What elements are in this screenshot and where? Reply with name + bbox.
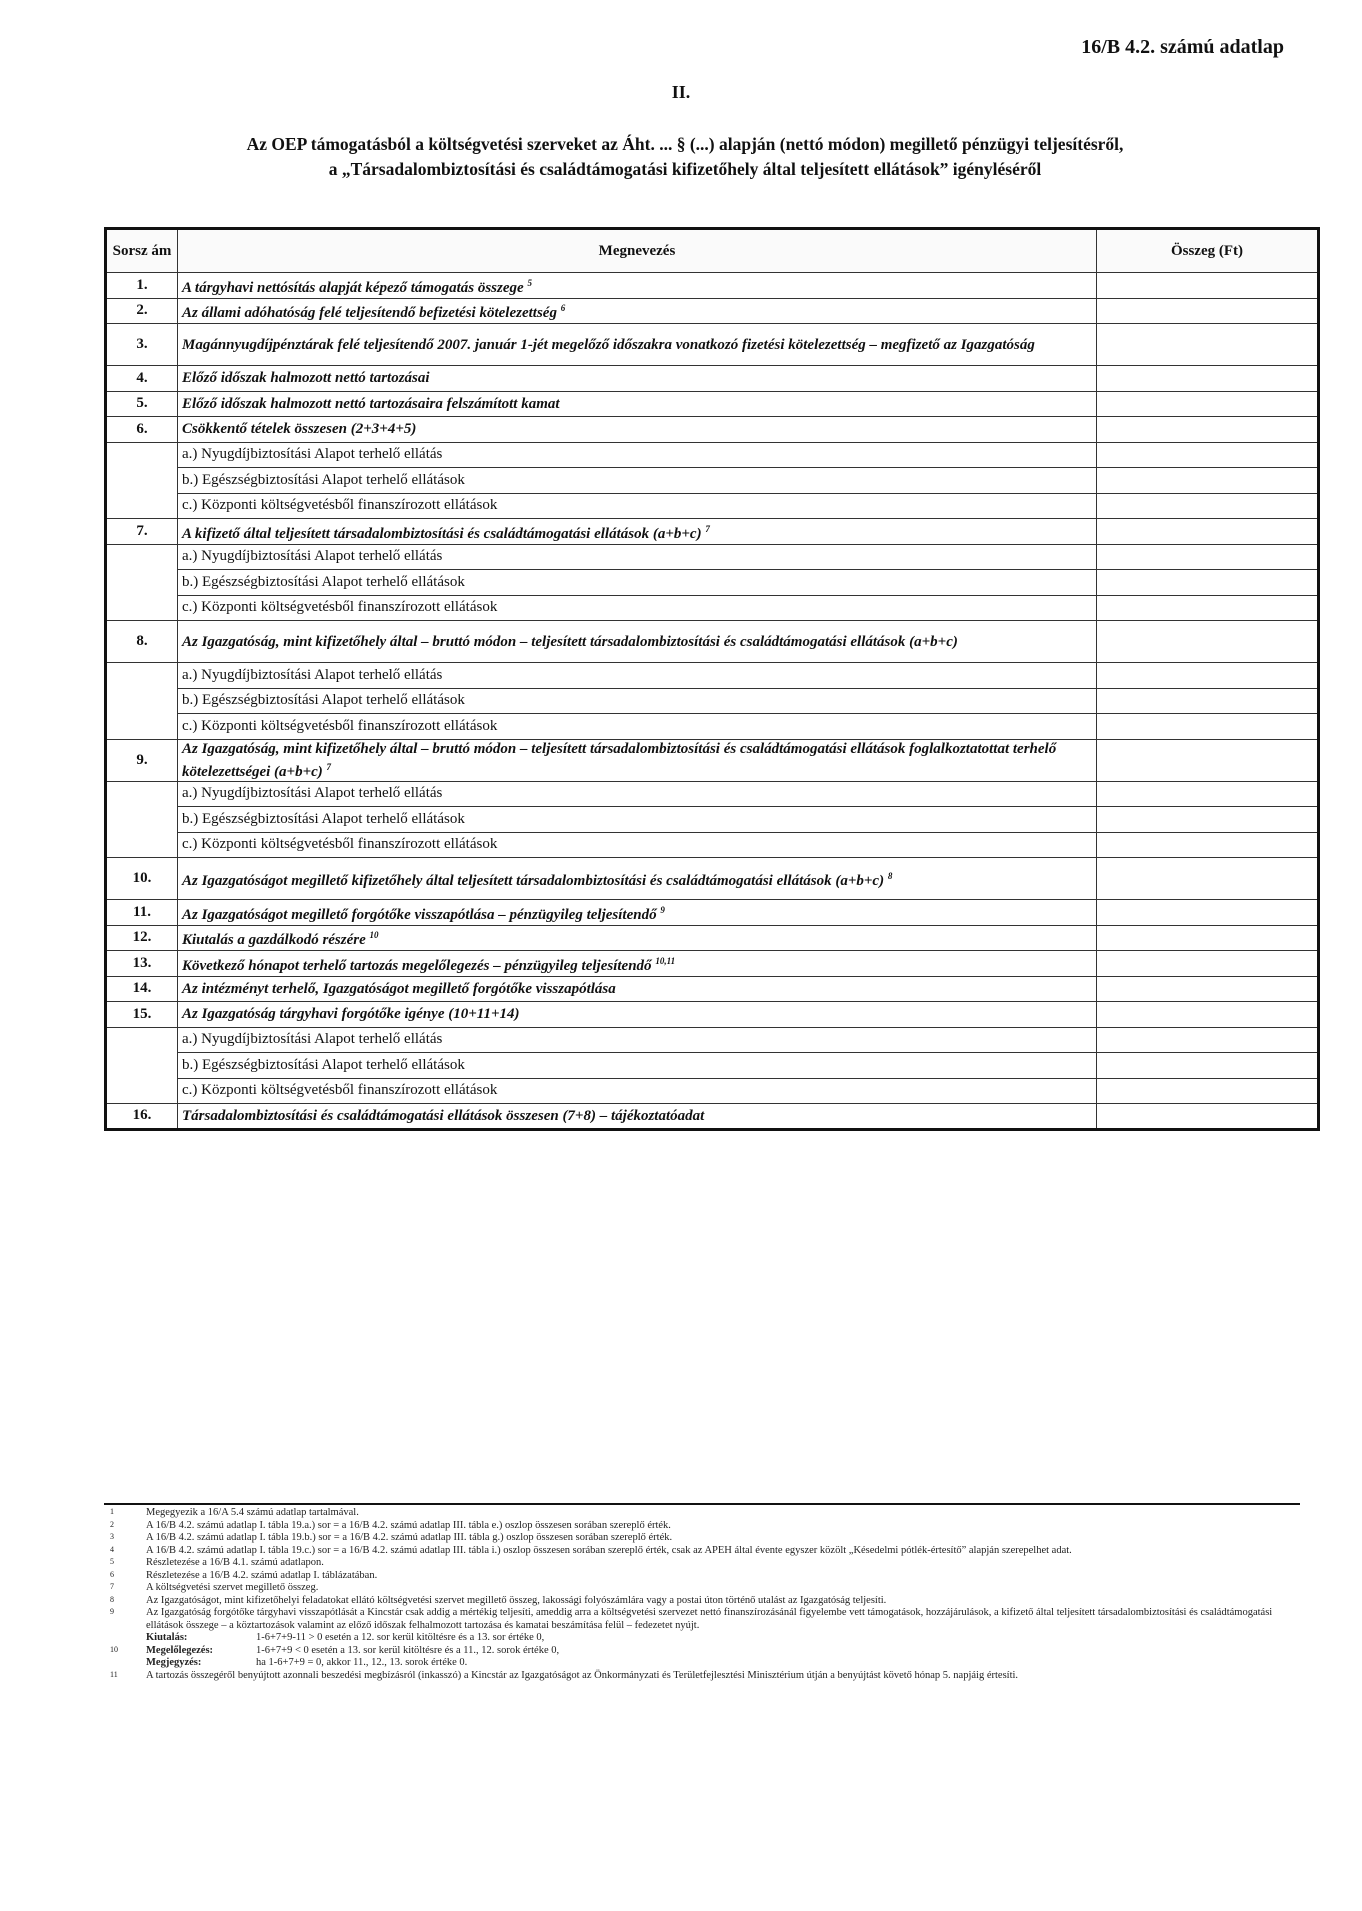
subrow-label-c: c.) Központi költségvetésből finanszírozott ellátások <box>178 832 1097 858</box>
subrow-label-a: a.) Nyugdíjbiztosítási Alapot terhelő ellátás <box>178 781 1097 807</box>
row-number: 1. <box>106 273 178 299</box>
footnote-mark: 9 <box>110 1607 114 1616</box>
table-row <box>106 391 1319 417</box>
row-label <box>178 951 1097 977</box>
row-number: 11. <box>106 900 178 926</box>
table-row <box>106 273 1319 299</box>
rule-text: A tartozás összegéről benyújtott azonnali beszedési megbízásról (inkasszó) a Kincstár az Igazgatóságot az Önkormányzati és Területfejlesztési Minisztérium útján a benyújtást követő hónap 5. napjáig értesíti. <box>146 1669 1019 1681</box>
row-number: 5. <box>106 391 178 417</box>
amount-cell[interactable] <box>1097 621 1319 663</box>
amount-cell[interactable] <box>1097 858 1319 900</box>
table-row <box>106 951 1319 977</box>
footnote-mark: 10 <box>110 1644 118 1654</box>
amount-cell[interactable] <box>1097 1002 1319 1028</box>
data-table <box>104 227 1320 1131</box>
amount-cell[interactable] <box>1097 273 1319 299</box>
row-label <box>178 621 1097 663</box>
row-label <box>178 273 1097 299</box>
row-number: 15. <box>106 1002 178 1028</box>
footnote-rule <box>104 1657 1300 1670</box>
row-label <box>178 417 1097 443</box>
row-label-text: Az Igazgatóság, mint kifizetőhely által – bruttó módon – teljesített társadalombiztosítási és családtámogatási ellátások foglalkoztatottat terhelő kötelezettségei (a+b+c) <box>182 740 1057 780</box>
table-row <box>106 417 1319 443</box>
row-number: 10. <box>106 858 178 900</box>
rule-key: Megjegyzés: <box>146 1657 202 1668</box>
subrow-label-a: a.) Nyugdíjbiztosítási Alapot terhelő ellátás <box>178 544 1097 570</box>
row-number: 9. <box>106 739 178 781</box>
footnote-ref: 6 <box>560 303 566 314</box>
row-number-blank <box>106 781 178 858</box>
table-row <box>106 925 1319 951</box>
footnote-ref: 8 <box>887 871 893 881</box>
table-body <box>106 273 1319 1130</box>
row-label-text: Előző időszak halmozott nettó tartozásaira felszámított kamat <box>182 395 560 412</box>
rule-key: Megelőlegezés: <box>146 1644 214 1656</box>
footnote-rule <box>104 1632 1300 1645</box>
footnote <box>104 1570 1300 1583</box>
row-label <box>178 976 1097 1002</box>
row-label-text: Az Igazgatóságot megillető kifizetőhely által teljesített társadalombiztosítási és családtámogatási ellátások (a+b+c) <box>182 873 885 889</box>
footnote-divider <box>104 1503 1300 1505</box>
footnote-ref: 7 <box>326 761 332 772</box>
table-subrow <box>106 1053 1319 1079</box>
row-label-text: Az intézményt terhelő, Igazgatóságot megillető forgótőke visszapótlása <box>182 980 616 997</box>
table-subrow <box>106 832 1319 858</box>
table-row <box>106 298 1319 324</box>
amount-cell[interactable] <box>1097 493 1319 519</box>
row-label-text: Magánnyugdíjpénztárak felé teljesítendő 2007. január 1-jét megelőző időszakra vonatkozó fizetési kötelezettség – megfizető az Igazgatóság <box>182 336 1035 353</box>
table-subrow <box>106 1078 1319 1104</box>
amount-cell[interactable] <box>1097 1104 1319 1130</box>
footnote <box>104 1607 1300 1632</box>
subrow-label-c: c.) Központi költségvetésből finanszírozott ellátások <box>178 493 1097 519</box>
row-label-text: Az Igazgatóság tárgyhavi forgótőke igénye (10+11+14) <box>182 1006 520 1023</box>
footnote-mark: 6 <box>110 1569 114 1579</box>
subrow-label-b: b.) Egészségbiztosítási Alapot terhelő ellátások <box>178 468 1097 494</box>
subrow-label-c: c.) Központi költségvetésből finanszírozott ellátások <box>178 714 1097 740</box>
table-row <box>106 366 1319 392</box>
footnote-text: Az Igazgatóság forgótőke tárgyhavi visszapótlását a Kincstár csak addig a mértékig teljesíti, ameddig arra a költségvetési szervezet nettó finanszírozásánál figyelembe vett támogatások, hozzájárulások, a kifizető által teljesített társadalombiztosítási és családtámogatási ellátások összege – a köztartozások valamint az előző időszak felhalmozott tartozása és kamatai beszámítása felül – fedezetet nyújt. <box>146 1607 1273 1631</box>
footnote-list <box>104 1507 1300 1682</box>
table-subrow <box>106 493 1319 519</box>
row-label-text: Csökkentő tételek összesen (2+3+4+5) <box>182 421 417 438</box>
footnote-text: Az Igazgatóságot, mint kifizetőhelyi feladatokat ellátó költségvetési szervet megillető összeg, lakossági folyószámlára vagy a postai úton történő utalást az Igazgatóság teljesíti. <box>146 1594 887 1606</box>
row-number: 7. <box>106 519 178 545</box>
row-label-text: Kiutalás a gazdálkodó részére <box>182 932 366 949</box>
footnote-text: A költségvetési szervet megillető összeg. <box>146 1582 319 1593</box>
section-number: II. <box>671 82 691 102</box>
footnote-text: Részletezése a 16/B 4.1. számú adatlapon. <box>146 1557 324 1568</box>
footnote-text: Részletezése a 16/B 4.2. számú adatlap I. táblázatában. <box>146 1569 378 1581</box>
row-number-blank <box>106 1027 178 1104</box>
table-row <box>106 900 1319 926</box>
footnote <box>104 1520 1300 1533</box>
amount-cell[interactable] <box>1097 324 1319 366</box>
row-number: 13. <box>106 951 178 977</box>
footnote <box>104 1595 1300 1608</box>
amount-cell[interactable] <box>1097 714 1319 740</box>
footnote <box>104 1532 1300 1545</box>
form-id: 16/B 4.2. számú adatlap <box>1081 36 1284 58</box>
table-subrow <box>106 781 1319 807</box>
footnote <box>104 1582 1300 1595</box>
row-label-text: A kifizető által teljesített társadalombiztosítási és családtámogatási ellátások (a+b+c) <box>182 525 702 542</box>
subrow-label-a: a.) Nyugdíjbiztosítási Alapot terhelő ellátás <box>178 442 1097 468</box>
amount-cell[interactable] <box>1097 417 1319 443</box>
row-number: 12. <box>106 925 178 951</box>
table-subrow <box>106 807 1319 833</box>
amount-cell[interactable] <box>1097 781 1319 807</box>
table-row <box>106 858 1319 900</box>
table-row <box>106 1104 1319 1130</box>
row-number: 8. <box>106 621 178 663</box>
row-number: 16. <box>106 1104 178 1130</box>
row-number-blank <box>106 663 178 740</box>
amount-cell[interactable] <box>1097 739 1319 781</box>
rule-text: 1-6+7+9-11 > 0 esetén a 12. sor kerül kitöltésre és a 13. sor értéke 0, <box>256 1632 545 1643</box>
table-row <box>106 976 1319 1002</box>
row-label-text: Az Igazgatóságot megillető forgótőke visszapótlása – pénzügyileg teljesítendő <box>182 906 657 923</box>
table-subrow <box>106 570 1319 596</box>
amount-cell[interactable] <box>1097 366 1319 392</box>
row-label <box>178 925 1097 951</box>
footnote-mark: 8 <box>110 1594 114 1604</box>
amount-cell[interactable] <box>1097 595 1319 621</box>
amount-cell[interactable] <box>1097 951 1319 977</box>
header-name: Megnevezés <box>178 229 1097 273</box>
table-subrow <box>106 688 1319 714</box>
footnote-mark: 4 <box>110 1544 114 1554</box>
row-label <box>178 858 1097 900</box>
title-line-1: Az OEP támogatásból a költségvetési szerveket az Áht. ... § (...) alapján (nettó módon) megillető pénzügyi teljesítésről, <box>246 134 1124 154</box>
footnote-text: A 16/B 4.2. számú adatlap I. tábla 19.a.) sor = a 16/B 4.2. számú adatlap III. tábla e.) oszlop összesen sorában szereplő érték. <box>146 1519 671 1531</box>
row-label <box>178 298 1097 324</box>
row-number: 6. <box>106 417 178 443</box>
subrow-label-c: c.) Központi költségvetésből finanszírozott ellátások <box>178 595 1097 621</box>
table-subrow <box>106 442 1319 468</box>
footnote-mark: 3 <box>110 1532 114 1541</box>
footnote-text: A 16/B 4.2. számú adatlap I. tábla 19.b.) sor = a 16/B 4.2. számú adatlap III. tábla g.) oszlop összesen sorában szereplő érték. <box>146 1532 673 1543</box>
footnote-ref: 10 <box>369 930 379 941</box>
row-number: 3. <box>106 324 178 366</box>
subrow-label-b: b.) Egészségbiztosítási Alapot terhelő ellátások <box>178 570 1097 596</box>
amount-cell[interactable] <box>1097 900 1319 926</box>
row-label-text: Előző időszak halmozott nettó tartozásai <box>182 370 430 387</box>
subrow-label-b: b.) Egészségbiztosítási Alapot terhelő ellátások <box>178 807 1097 833</box>
footnote-text: A 16/B 4.2. számú adatlap I. tábla 19.c.) sor = a 16/B 4.2. számú adatlap III. tábla i.) oszlop összesen sorában szereplő érték, csak az APEH által évente egyszer közölt „Késedelmi pótlék-értesítő” alapján szerepelhet adat. <box>146 1544 1072 1556</box>
amount-cell[interactable] <box>1097 298 1319 324</box>
amount-cell[interactable] <box>1097 468 1319 494</box>
row-number: 14. <box>106 976 178 1002</box>
amount-cell[interactable] <box>1097 1053 1319 1079</box>
footnote-mark: 5 <box>110 1557 114 1566</box>
rule-text: ha 1-6+7+9 = 0, akkor 11., 12., 13. sorok értéke 0. <box>256 1657 468 1668</box>
header-serial: Sorsz ám <box>106 229 178 273</box>
footnotes <box>104 1503 1300 1682</box>
amount-cell[interactable] <box>1097 1078 1319 1104</box>
document-title <box>120 132 1250 182</box>
amount-cell[interactable] <box>1097 688 1319 714</box>
row-number-blank <box>106 442 178 519</box>
amount-cell[interactable] <box>1097 1027 1319 1053</box>
table-row <box>106 621 1319 663</box>
row-label-text: Társadalombiztosítási és családtámogatási ellátások összesen (7+8) – tájékoztatóadat <box>182 1107 705 1124</box>
row-label-text: A tárgyhavi nettósítás alapját képező támogatás összege <box>182 279 524 296</box>
footnote <box>104 1557 1300 1570</box>
amount-cell[interactable] <box>1097 832 1319 858</box>
row-label <box>178 900 1097 926</box>
footnote <box>104 1507 1300 1520</box>
row-number: 4. <box>106 366 178 392</box>
table-row <box>106 739 1319 781</box>
row-number-blank <box>106 544 178 621</box>
footnote-rule <box>104 1670 1300 1683</box>
amount-cell[interactable] <box>1097 976 1319 1002</box>
row-label-text: Következő hónapot terhelő tartozás megelőlegezés – pénzügyileg teljesítendő <box>182 957 652 974</box>
table-subrow <box>106 714 1319 740</box>
row-label <box>178 519 1097 545</box>
table-row <box>106 519 1319 545</box>
row-label <box>178 366 1097 392</box>
row-label <box>178 1002 1097 1028</box>
footnote-mark: 7 <box>110 1582 114 1591</box>
amount-cell[interactable] <box>1097 544 1319 570</box>
subrow-label-a: a.) Nyugdíjbiztosítási Alapot terhelő ellátás <box>178 1027 1097 1053</box>
amount-cell[interactable] <box>1097 442 1319 468</box>
amount-cell[interactable] <box>1097 570 1319 596</box>
table-row <box>106 324 1319 366</box>
title-line-2: a „Társadalombiztosítási és családtámogatási kifizetőhely által teljesített ellátások” igényléséről <box>328 159 1042 179</box>
header-amount: Összeg (Ft) <box>1097 229 1319 273</box>
footnote-ref: 5 <box>527 277 532 288</box>
subrow-label-c: c.) Központi költségvetésből finanszírozott ellátások <box>178 1078 1097 1104</box>
row-label <box>178 1104 1097 1130</box>
footnote-mark: 11 <box>110 1669 118 1679</box>
subrow-label-b: b.) Egészségbiztosítási Alapot terhelő ellátások <box>178 688 1097 714</box>
table-subrow <box>106 663 1319 689</box>
footnote-rule <box>104 1645 1300 1658</box>
table-subrow <box>106 595 1319 621</box>
footnote <box>104 1545 1300 1558</box>
subrow-label-a: a.) Nyugdíjbiztosítási Alapot terhelő ellátás <box>178 663 1097 689</box>
footnote-text: Megegyezik a 16/A 5.4 számú adatlap tartalmával. <box>146 1507 359 1518</box>
table-subrow <box>106 468 1319 494</box>
amount-cell[interactable] <box>1097 925 1319 951</box>
amount-cell[interactable] <box>1097 391 1319 417</box>
row-label-text: Az Igazgatóság, mint kifizetőhely által – bruttó módon – teljesített társadalombiztosítási és családtámogatási ellátások (a+b+c) <box>182 633 958 650</box>
amount-cell[interactable] <box>1097 807 1319 833</box>
footnote-mark: 1 <box>110 1507 114 1516</box>
table-subrow <box>106 544 1319 570</box>
row-label <box>178 391 1097 417</box>
rule-key: Kiutalás: <box>146 1632 188 1643</box>
row-label <box>178 324 1097 366</box>
table-row <box>106 1002 1319 1028</box>
row-number: 2. <box>106 298 178 324</box>
row-label <box>178 739 1097 781</box>
subrow-label-b: b.) Egészségbiztosítási Alapot terhelő ellátások <box>178 1053 1097 1079</box>
footnote-ref: 10,11 <box>655 955 676 966</box>
amount-cell[interactable] <box>1097 663 1319 689</box>
amount-cell[interactable] <box>1097 519 1319 545</box>
rule-text: 1-6+7+9 < 0 esetén a 13. sor kerül kitöltésre és a 11., 12. sorok értéke 0, <box>256 1644 560 1656</box>
footnote-ref: 7 <box>705 523 710 534</box>
footnote-ref: 9 <box>660 904 665 915</box>
footnote-mark: 2 <box>110 1519 114 1529</box>
table-subrow <box>106 1027 1319 1053</box>
row-label-text: Az állami adóhatóság felé teljesítendő befizetési kötelezettség <box>182 305 557 322</box>
